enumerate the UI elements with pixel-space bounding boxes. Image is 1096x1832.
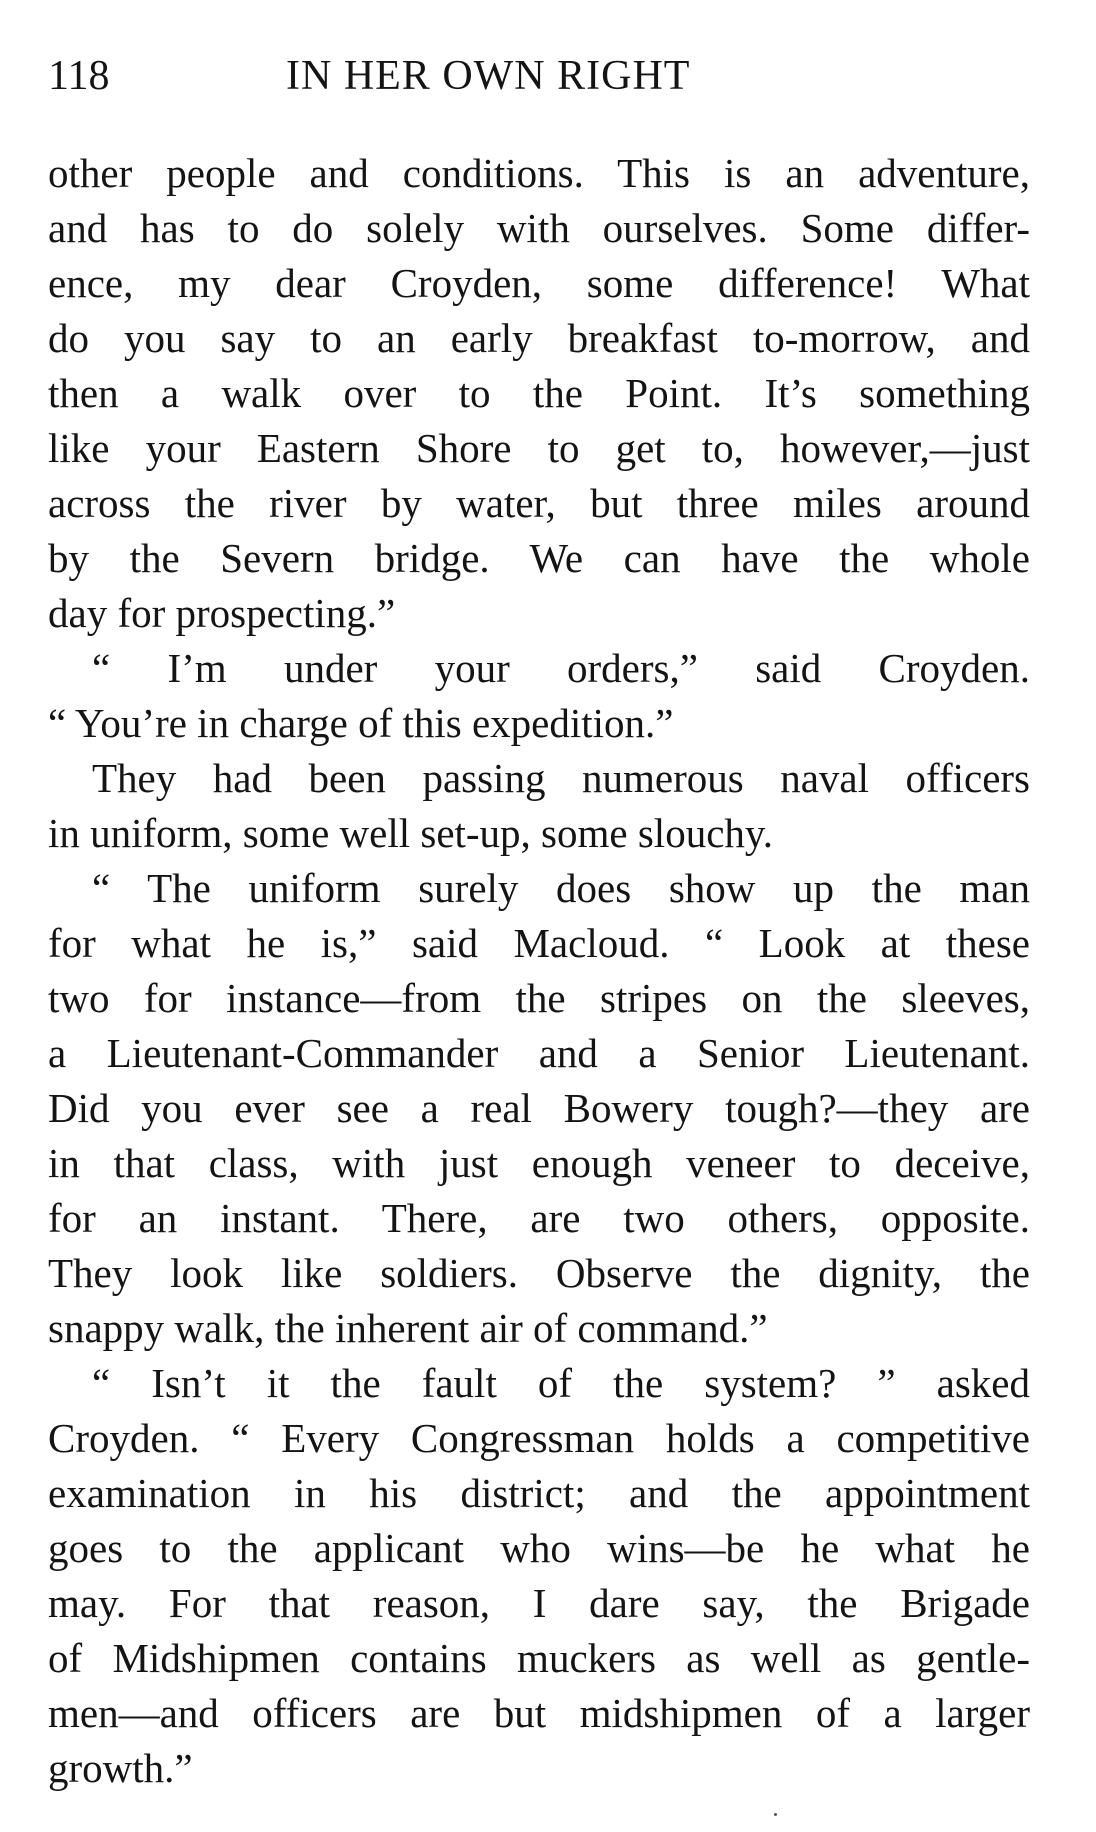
text-line: They had been passing numerous naval officers: [92, 755, 1030, 801]
running-title: IN HER OWN RIGHT: [286, 53, 691, 99]
text-line: do you say to an early breakfast to-morrow, and: [48, 315, 1030, 361]
page-header: [48, 46, 1038, 106]
text-line: examination in his district; and the appointment: [48, 1470, 1030, 1516]
text-line: “ I’m under your orders,” said Croyden.: [92, 645, 1030, 691]
text-line: like your Eastern Shore to get to, however,—just: [48, 425, 1030, 471]
text-line: day for prospecting.”: [48, 590, 396, 636]
text-line: ence, my dear Croyden, some difference! What: [48, 260, 1030, 306]
text-line: growth.”: [48, 1745, 193, 1791]
text-line: by the Severn bridge. We can have the whole: [48, 535, 1030, 581]
text-line: “ Isn’t it the fault of the system? ” asked: [92, 1360, 1030, 1406]
text-line: in uniform, some well set-up, some slouchy.: [48, 810, 773, 856]
text-line: a Lieutenant-Commander and a Senior Lieutenant.: [48, 1030, 1030, 1076]
paper-speck: [774, 1813, 777, 1816]
text-line: two for instance—from the stripes on the sleeves,: [48, 975, 1030, 1021]
text-line: may. For that reason, I dare say, the Brigade: [48, 1580, 1030, 1626]
text-line: snappy walk, the inherent air of command.”: [48, 1305, 768, 1351]
text-line: “ The uniform surely does show up the man: [92, 865, 1030, 911]
text-line: for what he is,” said Macloud. “ Look at these: [48, 920, 1030, 966]
text-line: other people and conditions. This is an adventure,: [48, 150, 1030, 196]
text-line: “ You’re in charge of this expedition.”: [48, 700, 674, 746]
page-number: 118: [48, 53, 110, 99]
text-line: Croyden. “ Every Congressman holds a competitive: [48, 1415, 1030, 1461]
text-line: in that class, with just enough veneer to deceive,: [48, 1140, 1030, 1186]
text-line: across the river by water, but three miles around: [48, 480, 1030, 526]
text-line: and has to do solely with ourselves. Some differ-: [48, 205, 1030, 251]
text-line: Did you ever see a real Bowery tough?—they are: [48, 1085, 1030, 1131]
text-line: men—and officers are but midshipmen of a larger: [48, 1690, 1030, 1736]
text-line: They look like soldiers. Observe the dignity, the: [48, 1250, 1030, 1296]
text-line: goes to the applicant who wins—be he what he: [48, 1525, 1030, 1571]
text-line: then a walk over to the Point. It’s something: [48, 370, 1030, 416]
text-line: of Midshipmen contains muckers as well as gentle-: [48, 1635, 1030, 1681]
text-line: for an instant. There, are two others, opposite.: [48, 1195, 1030, 1241]
body-text: [48, 146, 1030, 1796]
